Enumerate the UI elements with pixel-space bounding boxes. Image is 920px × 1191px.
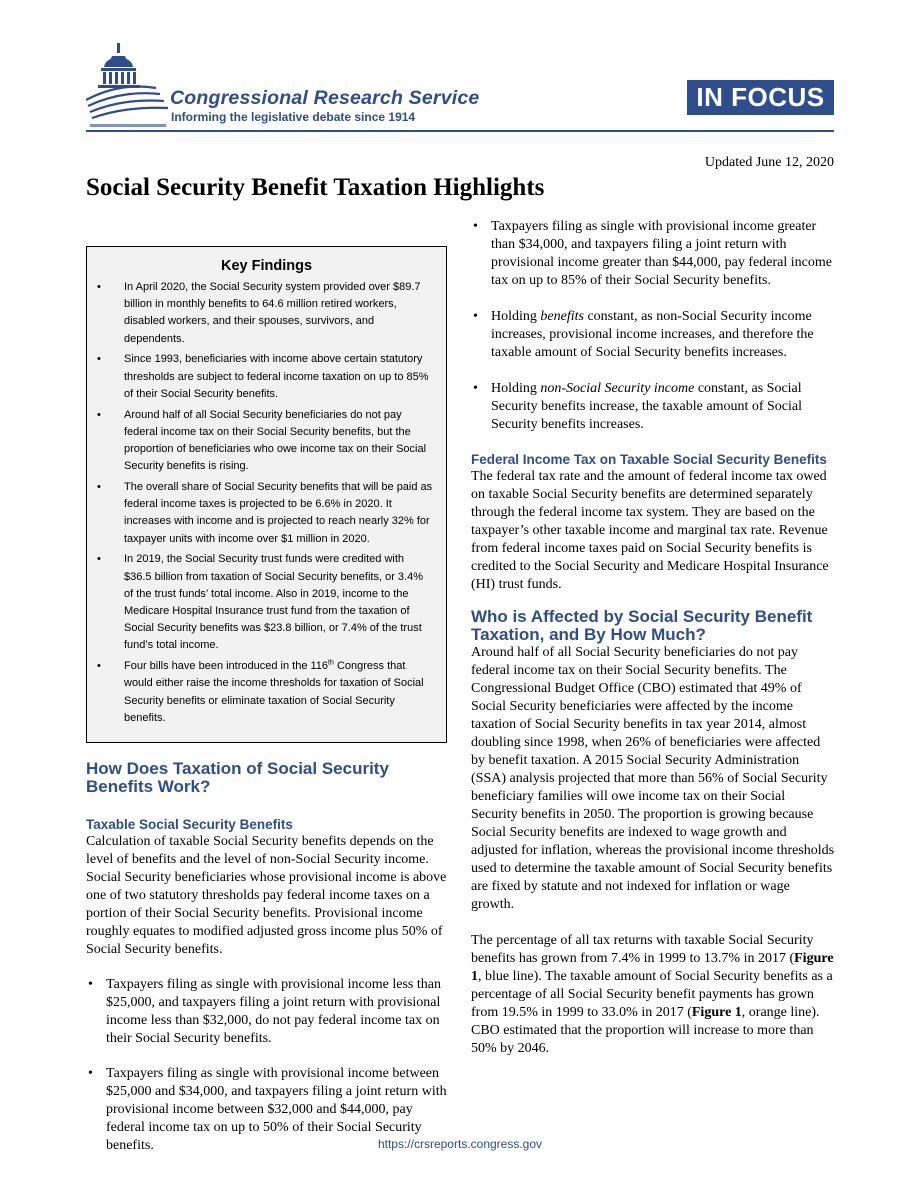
key-finding-item: • Since 1993, beneficiaries with income above certain statutory thresholds are subject to federal income taxation on up to 85% of their Social Security benefits. (97, 351, 434, 403)
threshold-bullets-continued (471, 218, 835, 434)
bullet-text: constant, as non-Social Security income increases, provisional income increases, and therefore the taxable amount of Social Security benefits increases. (491, 309, 814, 360)
right-column (471, 218, 835, 1058)
bullet-item (471, 380, 835, 434)
key-finding-item: • In April 2020, the Social Security system provided over $89.7 billion in monthly benefits to 64.6 million retired workers, disabled workers, and their spouses, survivors, and dependents. (97, 279, 434, 348)
bullet-text: constant, as Social Security benefits increase, the taxable amount of Social Security benefits increases. (491, 381, 803, 432)
bullet-item (471, 308, 835, 362)
section-heading-who: Who is Affected by Social Security Benefit Taxation, and By How Much? (471, 607, 813, 644)
key-finding-text: Congress that would either raise the income thresholds for taxation of Social Security benefits or eliminate taxation of Social Security benefits. (124, 660, 424, 724)
paragraph-text: , orange line). CBO estimated that the proportion will increase to more than 50% by 2046. (471, 1005, 820, 1056)
key-findings-list (87, 279, 446, 727)
subheading-federal-income-tax: Federal Income Tax on Taxable Social Security Benefits (471, 452, 827, 467)
section-heading-how: How Does Taxation of Social Security Benefits Work? (86, 759, 389, 796)
updated-date: Updated June 12, 2020 (704, 155, 834, 170)
emphasis-text: benefits (540, 309, 584, 324)
key-finding-item (97, 658, 434, 727)
who-affected-paragraph: Around half of all Social Security beneficiaries do not pay federal income tax on their Social Security benefits. The Congressional Budget Office (CBO) estimated that 49% of Social Security beneficiaries were affected by the income taxation of Social Security benefits in tax year 2014, almost doubling since 1998, when 26% of beneficiaries were affected by benefit taxation. A 2015 Social Security Administration (SSA) analysis projected that more than 56% of Social Security beneficiary families will owe income tax on their Social Security benefits in 2050. The proportion is growing because Social Security benefits are indexed to wage growth and adjusted for inflation, whereas the provisional income thresholds used to determine the taxable amount of Social Security benefits are fixed by statute and not indexed for inflation or wage growth. (471, 645, 835, 912)
subheading-taxable-benefits: Taxable Social Security Benefits (86, 817, 293, 832)
bullet-text: Holding (491, 381, 541, 396)
org-name: Congressional Research Service (170, 87, 480, 109)
emphasis-text: non-Social Security income (540, 381, 695, 396)
capitol-dome-icon (86, 40, 170, 130)
paragraph-text: The percentage of all tax returns with taxable Social Security benefits has grown from 7.4% in 1999 to 13.7% in 2017 ( (471, 933, 814, 966)
page-title: Social Security Benefit Taxation Highlights (86, 174, 545, 201)
paragraph-text: , blue line). The taxable amount of Social Security benefits as a percentage of all Social Security benefit payments has grown from 19.5% in 1999 to 33.0% in 2017 ( (471, 969, 833, 1020)
key-finding-text: Four bills have been introduced in the 116 (124, 660, 329, 673)
federal-income-tax-paragraph: The federal tax rate and the amount of federal income tax owed on taxable Social Security benefits are determined separately through the federal income tax system. They are based on the taxpayer’s other taxable income and marginal tax rate. Revenue from federal income taxes paid on Social Security benefits is credited to the Social Security and Medicare Hospital Insurance (HI) trust funds. (471, 469, 829, 592)
bullet-item: • Taxpayers filing as single with provisional income less than $25,000, and taxpayers filing a joint return with provisional income less than $32,000, do not pay federal income tax on their Social Security benefits. (86, 976, 451, 1048)
ordinal-suffix: th (328, 659, 334, 667)
in-focus-badge: IN FOCUS (687, 80, 834, 115)
figure-reference: Figure 1 (471, 951, 834, 984)
header-divider (86, 130, 834, 132)
threshold-bullets (86, 976, 451, 1155)
crs-logo (86, 40, 506, 130)
bullet-item: • Taxpayers filing as single with provisional income greater than $34,000, and taxpayers filing a joint return with provisional income greater than $44,000, pay federal income tax on up to 85% of their Social Security benefits. (471, 218, 835, 290)
key-finding-item: • In 2019, the Social Security trust funds were credited with $36.5 billion from taxation of Social Security benefits, or 3.4% of the trust funds’ total income. Also in 2019, income to the Medicare Hospital Insurance trust fund from the taxation of Social Security benefits was $23.8 billion, or 7.4% of the trust fund’s total income. (97, 551, 434, 654)
left-column (86, 760, 451, 1155)
bullet-item: • Taxpayers filing as single with provisional income between $25,000 and $34,000, and taxpayers filing a joint return with provisional income between $32,000 and $44,000, pay federal income tax on up to 50% of their Social Security benefits. (86, 1065, 451, 1155)
key-findings-heading: Key Findings (220, 258, 313, 274)
bullet-text: Holding (491, 309, 541, 324)
key-finding-item: • Around half of all Social Security beneficiaries do not pay federal income tax on their Social Security benefits, but the proportion of beneficiaries who owe income tax on their Social Security benefits is rising. (97, 407, 434, 476)
key-findings-box (86, 246, 447, 743)
key-finding-item: • The overall share of Social Security benefits that will be paid as federal income taxes is projected to be 6.6% in 2020. It increases with income and is projected to reach nearly 32% for taxpayer units with income over $1 million in 2020. (97, 479, 434, 548)
figure-reference: Figure 1 (691, 1005, 742, 1020)
tax-returns-paragraph (471, 932, 835, 1058)
taxable-benefits-paragraph: Calculation of taxable Social Security benefits depends on the level of benefits and the level of non-Social Security income. Social Security beneficiaries whose provisional income is above one of two statutory thresholds pay federal income taxes on a portion of their Social Security benefits. Provisional income roughly equates to modified adjusted gross income plus 50% of Social Security benefits. (86, 834, 447, 957)
org-tagline: Informing the legislative debate since 1914 (171, 110, 416, 124)
footer-url[interactable]: https://crsreports.congress.gov (377, 1137, 543, 1151)
